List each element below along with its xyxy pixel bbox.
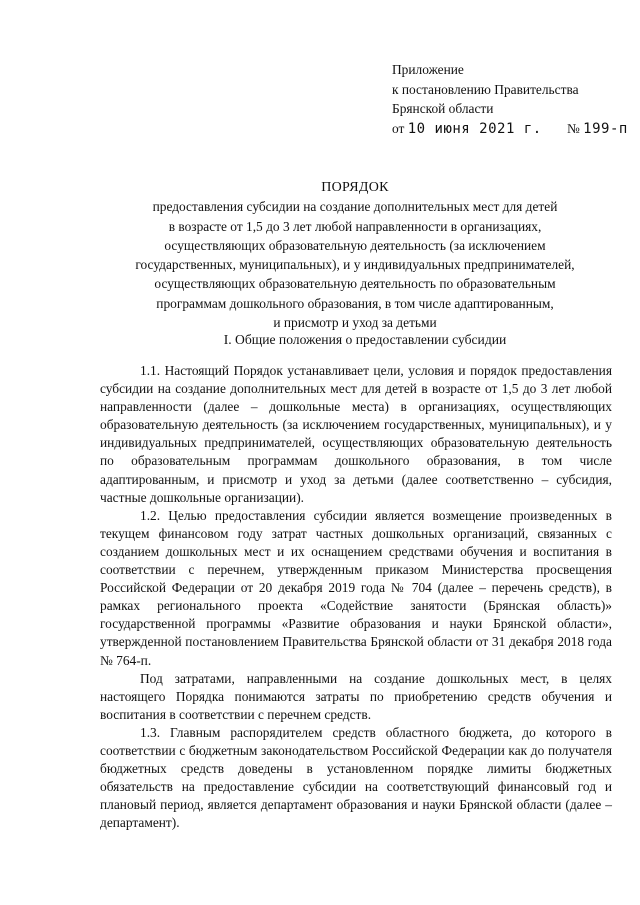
paragraph-1-3: 1.3. Главным распорядителем средств областного бюджета, до которого в соответствии с бюджетным законодательством Российской Федерации как до получателя бюджетных средств доведены в установленном порядке лимиты бюджетных обязательств на предоставление субсидии на соответствующий финансовый год и плановый период, является департамент образования и науки Брянской области (далее – департамент).	[100, 724, 612, 831]
number-label: №	[567, 120, 580, 136]
date-value: 10 июня 2021 г.	[407, 120, 542, 137]
number-value: 199-п	[583, 120, 628, 137]
document-title	[90, 178, 620, 332]
appendix-date-line	[392, 119, 628, 140]
paragraph-1-1: 1.1. Настоящий Порядок устанавливает цели, условия и порядок предоставления субсидии на создание дополнительных мест для детей в возрасте от 1,5 до 3 лет любой направленности (далее – дошкольные места) в организациях, осуществляющих образовательную деятельность (за исключением государственных, муниципальных), и у индивидуальных предпринимателей, осуществляющих образовательную деятельность по образовательным программам дошкольного образования, в том числе адаптированным, и присмотр и уход за детьми (далее соответственно – субсидия, частные дошкольные организации).	[100, 363, 612, 505]
appendix-block	[392, 60, 628, 139]
paragraph-1-2: 1.2. Целью предоставления субсидии является возмещение произведенных в текущем финансовом году затрат частных дошкольных организаций, связанных с созданием дошкольных мест и их оснащением средствами обучения и воспитания в соответствии с перечнем, утвержденным приказом Министерства просвещения Российской Федерации от 20 декабря 2019 года № 704 (далее – перечень средств), в рамках регионального проекта «Содействие занятости (Брянская область)» государственной программы «Развитие образования и науки Брянской области», утвержденной постановлением Правительства Брянской области от 31 декабря 2018 года № 764-п.	[100, 507, 612, 668]
date-prefix: от	[392, 120, 405, 136]
title-line: государственных, муниципальных), и у индивидуальных предпринимателей,	[135, 257, 575, 273]
title-line: осуществляющих образовательную деятельность по образовательным	[154, 276, 556, 292]
title-heading: ПОРЯДОК	[321, 180, 389, 195]
title-line: и присмотр и уход за детьми	[273, 315, 437, 331]
title-line: предоставления субсидии на создание дополнительных мест для детей	[152, 199, 558, 215]
title-line: программам дошкольного образования, в том числе адаптированным,	[156, 295, 554, 311]
section-title: I. Общие положения о предоставлении субсидии	[223, 332, 507, 347]
title-line: в возрасте от 1,5 до 3 лет любой направленности в организациях,	[168, 218, 542, 234]
paragraph-costs: Под затратами, направленными на создание дошкольных мест, в целях настоящего Порядка понимаются затраты по приобретению средств обучения и воспитания в соответствии с перечнем средств.	[100, 670, 612, 722]
document-body	[100, 362, 612, 832]
appendix-title: Приложение	[392, 62, 464, 77]
title-line: осуществляющих образовательную деятельность (за исключением	[164, 237, 546, 253]
appendix-line-region: Брянской области	[392, 101, 494, 116]
appendix-line-resolution: к постановлению Правительства	[392, 81, 579, 97]
